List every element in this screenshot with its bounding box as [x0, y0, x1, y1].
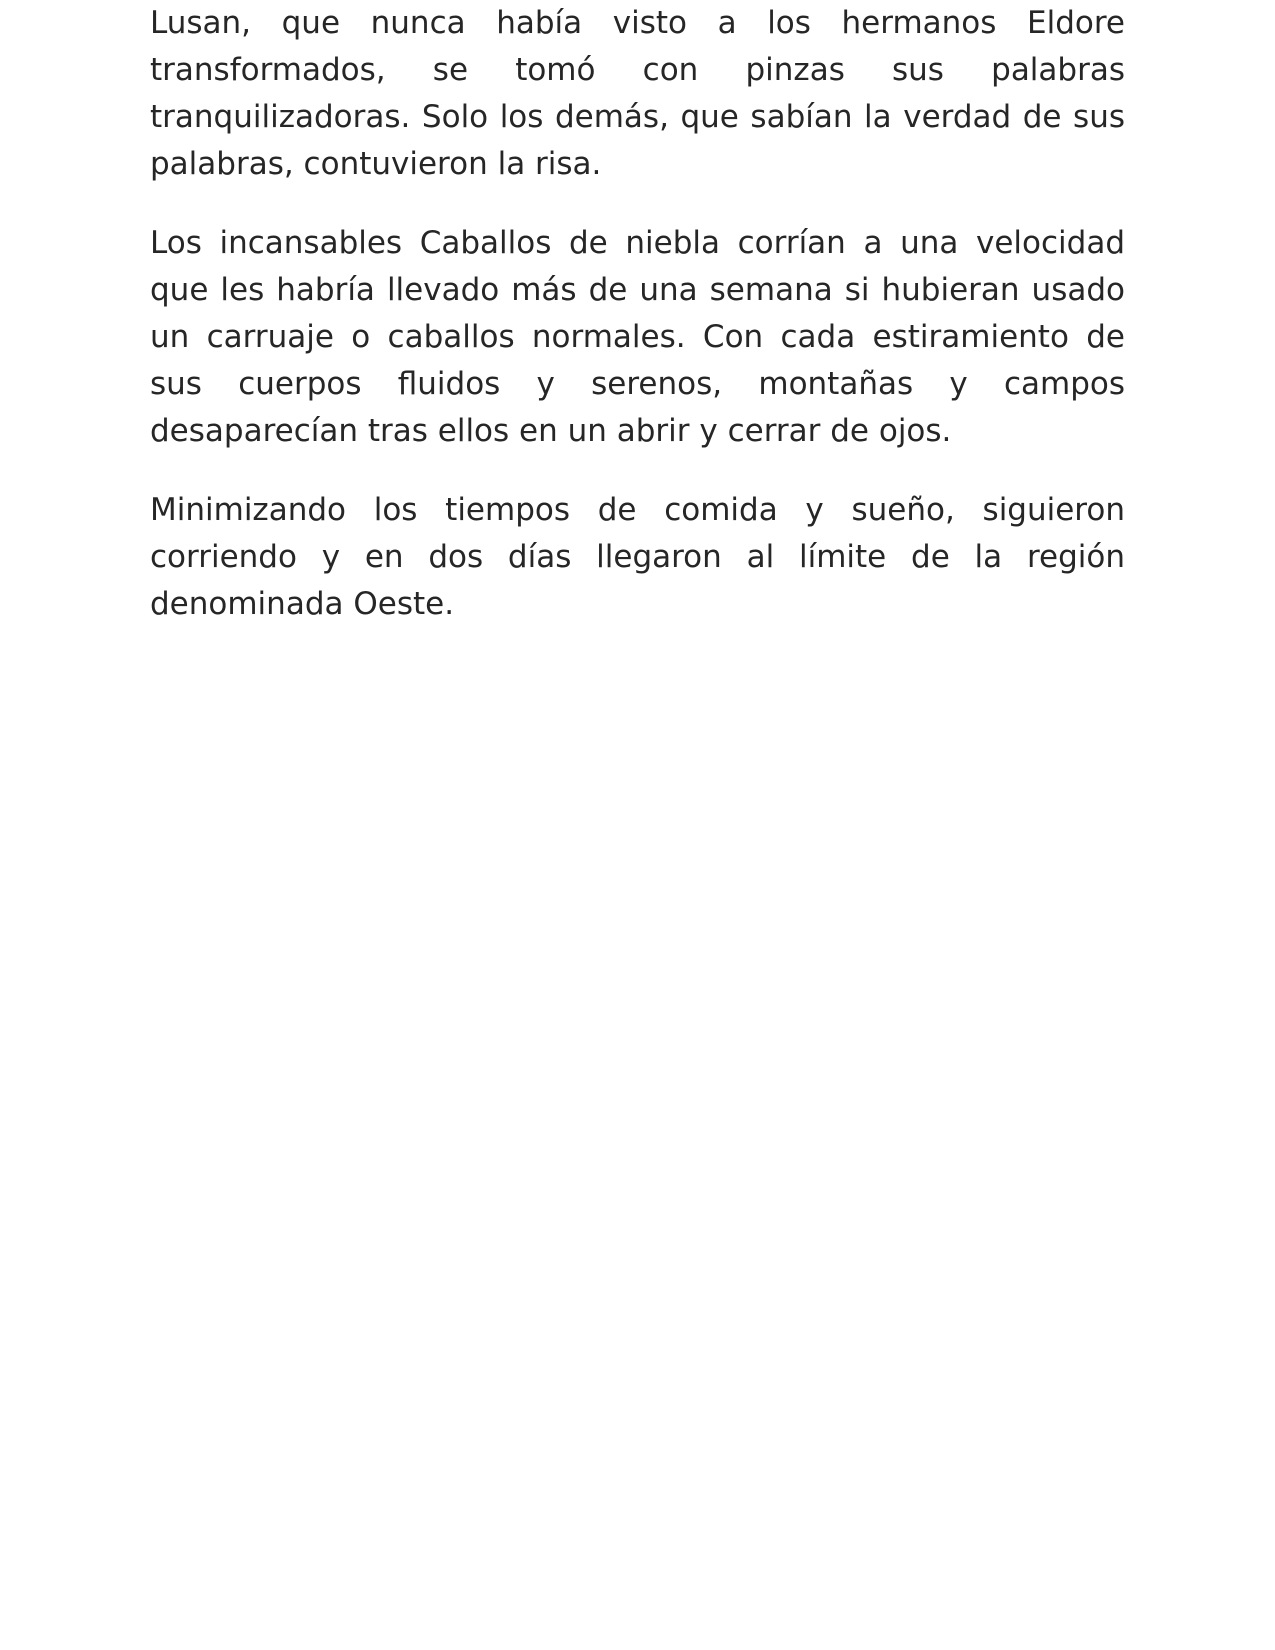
- document-page: [150, 0, 1125, 660]
- paragraph-lusan: Lusan, que nunca había visto a los hermanos Eldore transformados, se tomó con pinzas sus palabras tranquilizadoras. Solo los demás, que sabían la verdad de sus palabras, contuvieron la risa.: [150, 5, 1125, 182]
- paragraph-west-region: Minimizando los tiempos de comida y sueño, siguieron corriendo y en dos días llegaron al límite de la región denominada Oeste.: [150, 492, 1125, 622]
- paragraph-mist-horses: Los incansables Caballos de niebla corrían a una velocidad que les habría llevado más de una semana si hubieran usado un carruaje o caballos normales. Con cada estiramiento de sus cuerpos fluidos y serenos, montañas y campos desaparecían tras ellos en un abrir y cerrar de ojos.: [150, 225, 1125, 449]
